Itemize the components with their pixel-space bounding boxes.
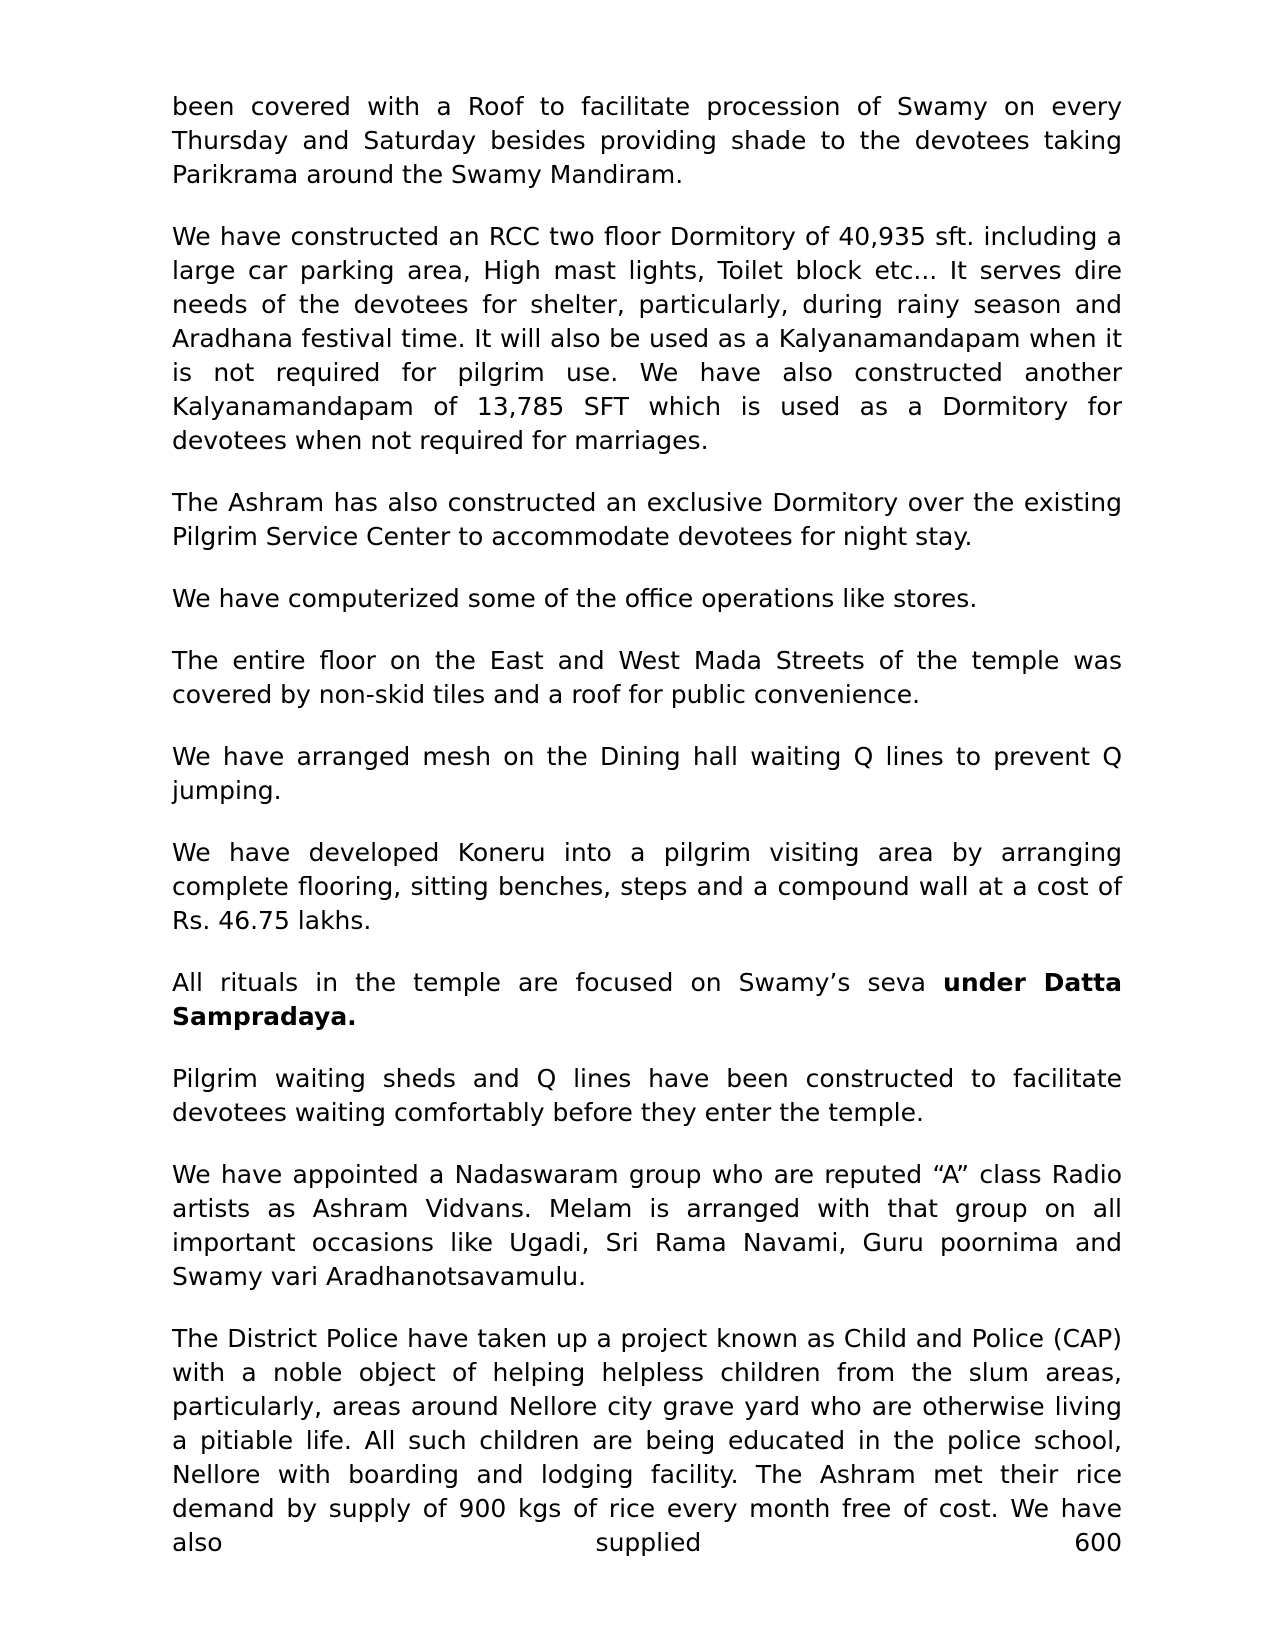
paragraph-text: All rituals in the temple are focused on Swamy’s seva [172,968,944,997]
paragraph-roof-cover: been covered with a Roof to facilitate procession of Swamy on every Thursday and Saturday besides providing shade to the devotees taking Parikrama around the Swamy Mandiram. [172,92,1122,189]
paragraph-pilgrim-service-center-dormitory: The Ashram has also constructed an exclusive Dormitory over the existing Pilgrim Service Center to accommodate devotees for night stay. [172,488,1122,551]
paragraph-mada-streets-flooring: The entire floor on the East and West Mada Streets of the temple was covered by non-skid tiles and a roof for public convenience. [172,646,1122,709]
paragraph-rituals-datta-sampradaya [172,966,1122,1034]
paragraph-bold-text: under Datta Sampradaya. [172,968,1123,1031]
paragraph-child-and-police-project: The District Police have taken up a project known as Child and Police (CAP) with a noble object of helping helpless children from the slum areas, particularly, areas around Nellore city grave yard who are otherwise living a pitiable life. All such children are being educated in the police school, Nellore with boarding and lodging facility. The Ashram met their rice demand by supply of 900 kgs of rice every month free of cost. We have also supplied 600 [172,1324,1122,1557]
paragraph-computerized-operations: We have computerized some of the office operations like stores. [172,584,978,613]
paragraph-koneru-development: We have developed Koneru into a pilgrim visiting area by arranging complete flooring, sitting benches, steps and a compound wall at a cost of Rs. 46.75 lakhs. [172,838,1122,935]
paragraph-dining-hall-mesh: We have arranged mesh on the Dining hall waiting Q lines to prevent Q jumping. [172,742,1122,805]
document-text-block [172,90,1122,1588]
paragraph-nadaswaram-group: We have appointed a Nadaswaram group who are reputed “A” class Radio artists as Ashram Vidvans. Melam is arranged with that group on all important occasions like Ugadi, Sri Rama Navami, Guru poornima and Swamy vari Aradhanotsavamulu. [172,1160,1122,1291]
paragraph-pilgrim-waiting-sheds: Pilgrim waiting sheds and Q lines have been constructed to facilitate devotees waiting comfortably before they enter the temple. [172,1064,1122,1127]
paragraph-dormitory-construction: We have constructed an RCC two floor Dormitory of 40,935 sft. including a large car parking area, High mast lights, Toilet block etc... It serves dire needs of the devotees for shelter, particularly, during rainy season and Aradhana festival time. It will also be used as a Kalyanamandapam when it is not required for pilgrim use. We have also constructed another Kalyanamandapam of 13,785 SFT which is used as a Dormitory for devotees when not required for marriages. [172,222,1122,455]
